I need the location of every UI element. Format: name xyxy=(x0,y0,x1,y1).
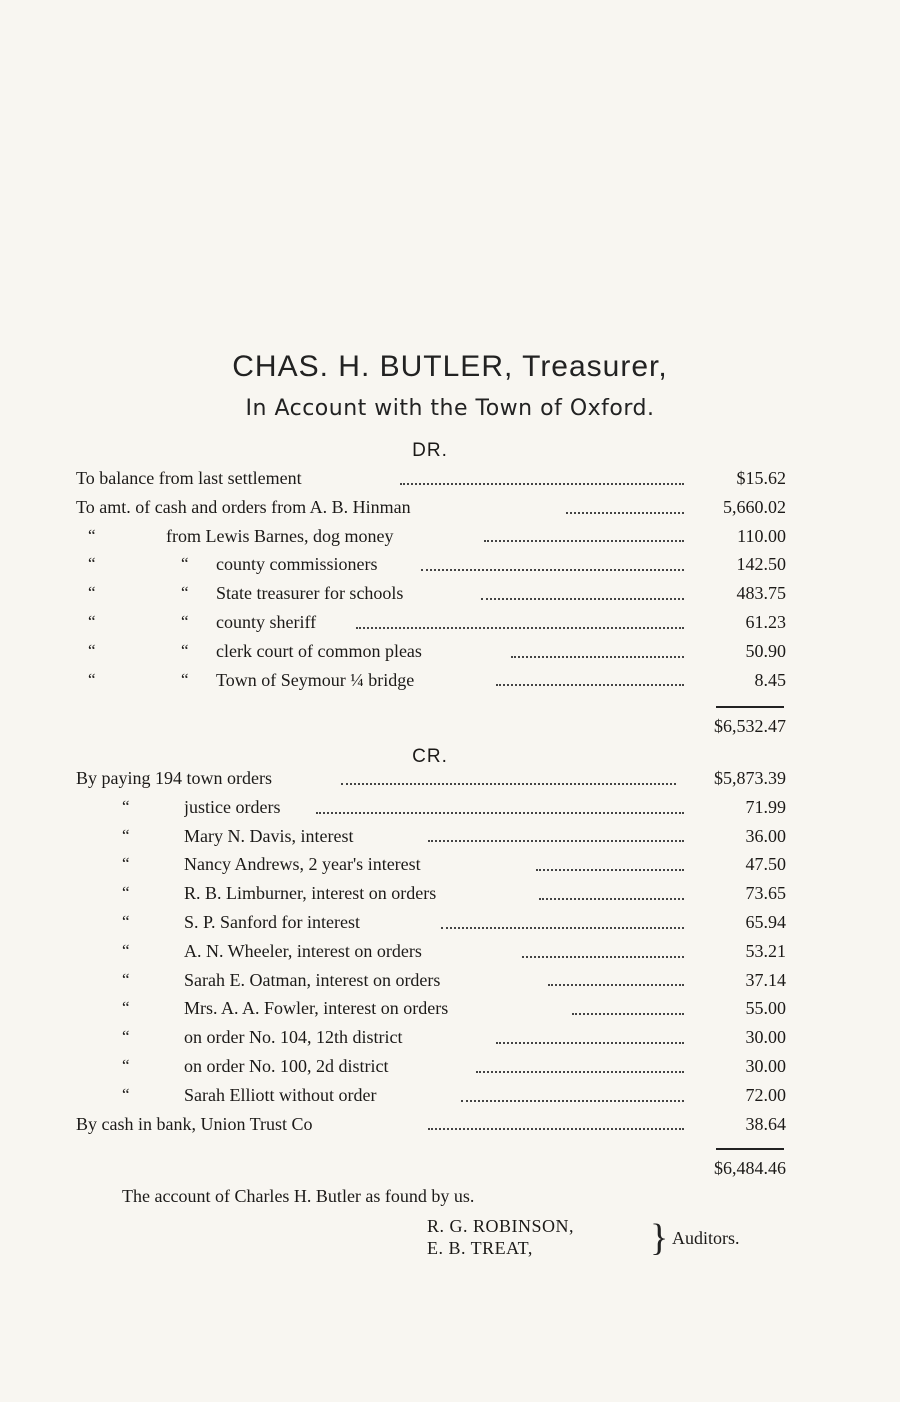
credit-row xyxy=(76,822,786,851)
debit-heading: DR. xyxy=(412,440,448,461)
ditto-mark: “ xyxy=(122,796,130,816)
ditto-mark: “ xyxy=(122,998,130,1018)
dotted-leader xyxy=(539,898,684,900)
debit-description: To balance from last settlement xyxy=(76,468,302,488)
credit-amount: 36.00 xyxy=(745,825,786,846)
credit-description: By cash in bank, Union Trust Co xyxy=(76,1113,313,1134)
credit-amount: 30.00 xyxy=(745,1055,786,1076)
dotted-leader xyxy=(476,1071,684,1073)
credit-amount: 65.94 xyxy=(745,911,786,932)
credit-row xyxy=(76,1023,786,1052)
ditto-mark: “ xyxy=(88,525,96,545)
auditor-name: E. B. TREAT, xyxy=(427,1238,533,1258)
dotted-leader xyxy=(496,684,684,686)
ditto-mark: “ xyxy=(122,854,130,874)
dotted-leader xyxy=(461,1100,684,1102)
debit-amount: $15.62 xyxy=(736,468,786,488)
credit-total-rule xyxy=(716,1148,784,1150)
dotted-leader xyxy=(481,598,684,600)
ditto-mark: “ xyxy=(122,1084,130,1104)
credit-amount: 47.50 xyxy=(745,854,786,875)
credit-row xyxy=(76,764,786,793)
credit-description: Nancy Andrews, 2 year's interest xyxy=(184,854,421,875)
auditor-name: R. G. ROBINSON, xyxy=(427,1216,575,1236)
credit-amount: $5,873.39 xyxy=(714,768,786,788)
debit-description: county sheriff xyxy=(216,611,317,632)
debit-amount: 483.75 xyxy=(736,583,786,604)
debit-amount: 50.90 xyxy=(745,640,786,661)
debit-row xyxy=(76,522,786,551)
credit-row xyxy=(76,937,786,966)
credit-amount: 73.65 xyxy=(745,883,786,904)
credit-description: By paying 194 town orders xyxy=(76,768,272,788)
dotted-leader xyxy=(536,869,684,871)
debit-row xyxy=(76,637,786,666)
credit-amount: 38.64 xyxy=(745,1113,786,1134)
credit-total: $6,484.46 xyxy=(714,1158,786,1178)
ditto-mark: “ xyxy=(122,883,130,903)
credit-description: R. B. Limburner, interest on orders xyxy=(184,883,437,904)
credit-row xyxy=(76,879,786,908)
credit-amount: 72.00 xyxy=(745,1084,786,1105)
credit-row xyxy=(76,1052,786,1081)
ditto-mark: “ xyxy=(122,1027,130,1047)
ditto-mark: “ xyxy=(181,611,189,631)
credit-row xyxy=(76,994,786,1023)
credit-row xyxy=(76,1110,786,1139)
debit-amount: 8.45 xyxy=(754,669,786,690)
debit-entries xyxy=(76,464,786,694)
dotted-leader xyxy=(511,656,684,658)
dotted-leader xyxy=(428,840,684,842)
dotted-leader xyxy=(356,627,684,629)
credit-amount: 53.21 xyxy=(745,940,786,961)
brace-mark: } xyxy=(650,1217,669,1259)
ditto-mark: “ xyxy=(181,669,189,689)
ditto-mark: “ xyxy=(88,583,96,603)
ditto-mark: “ xyxy=(88,611,96,631)
ditto-mark: “ xyxy=(122,825,130,845)
dotted-leader xyxy=(400,483,684,485)
page-subtitle: In Account with the Town of Oxford. xyxy=(245,396,655,421)
debit-amount: 142.50 xyxy=(736,554,786,575)
credit-row xyxy=(76,850,786,879)
credit-entries xyxy=(76,764,786,1138)
auditors-label: Auditors. xyxy=(672,1228,740,1248)
debit-amount: 5,660.02 xyxy=(723,496,786,517)
dotted-leader xyxy=(428,1128,684,1130)
dotted-leader xyxy=(441,927,684,929)
debit-row xyxy=(76,666,786,695)
credit-amount: 55.00 xyxy=(745,998,786,1019)
dotted-leader xyxy=(572,1013,684,1015)
ditto-mark: “ xyxy=(122,940,130,960)
debit-description: clerk court of common pleas xyxy=(216,640,422,661)
dotted-leader xyxy=(566,512,684,514)
debit-row xyxy=(76,608,786,637)
debit-row xyxy=(76,464,786,493)
credit-description: S. P. Sanford for interest xyxy=(184,911,360,932)
page-title: CHAS. H. BUTLER, Treasurer, xyxy=(232,350,668,383)
debit-description: State treasurer for schools xyxy=(216,583,404,604)
debit-description: To amt. of cash and orders from A. B. Hinman xyxy=(76,496,411,517)
credit-description: A. N. Wheeler, interest on orders xyxy=(184,940,422,961)
dotted-leader xyxy=(421,569,684,571)
credit-amount: 37.14 xyxy=(745,969,786,990)
audit-statement: The account of Charles H. Butler as found by us. xyxy=(122,1186,475,1206)
ditto-mark: “ xyxy=(122,911,130,931)
credit-amount: 71.99 xyxy=(745,796,786,817)
credit-description: on order No. 100, 2d district xyxy=(184,1055,389,1076)
debit-total-rule xyxy=(716,706,784,708)
credit-amount: 30.00 xyxy=(745,1027,786,1048)
debit-amount: 61.23 xyxy=(745,611,786,632)
dotted-leader xyxy=(341,783,676,785)
ditto-mark: “ xyxy=(88,669,96,689)
credit-description: Sarah E. Oatman, interest on orders xyxy=(184,969,441,990)
ditto-mark: “ xyxy=(181,554,189,574)
debit-total: $6,532.47 xyxy=(714,716,786,736)
credit-description: Sarah Elliott without order xyxy=(184,1084,377,1105)
ditto-mark: “ xyxy=(122,1055,130,1075)
credit-description: Mrs. A. A. Fowler, interest on orders xyxy=(184,998,449,1019)
dotted-leader xyxy=(484,540,684,542)
dotted-leader xyxy=(548,984,684,986)
dotted-leader xyxy=(522,956,684,958)
debit-amount: 110.00 xyxy=(737,525,786,546)
credit-heading: CR. xyxy=(412,746,448,767)
ditto-mark: “ xyxy=(88,640,96,660)
ditto-mark: “ xyxy=(122,969,130,989)
ditto-mark: “ xyxy=(181,583,189,603)
debit-row xyxy=(76,550,786,579)
credit-description: justice orders xyxy=(184,796,281,817)
dotted-leader xyxy=(316,812,684,814)
debit-description: county commissioners xyxy=(216,554,378,575)
debit-description: from Lewis Barnes, dog money xyxy=(166,525,394,546)
debit-description: Town of Seymour ¼ bridge xyxy=(216,669,415,690)
credit-description: on order No. 104, 12th district xyxy=(184,1027,403,1048)
credit-row xyxy=(76,1081,786,1110)
ditto-mark: “ xyxy=(181,640,189,660)
debit-row xyxy=(76,579,786,608)
credit-row xyxy=(76,793,786,822)
dotted-leader xyxy=(496,1042,684,1044)
debit-row xyxy=(76,493,786,522)
ditto-mark: “ xyxy=(88,554,96,574)
credit-row xyxy=(76,966,786,995)
credit-description: Mary N. Davis, interest xyxy=(184,825,354,846)
credit-row xyxy=(76,908,786,937)
